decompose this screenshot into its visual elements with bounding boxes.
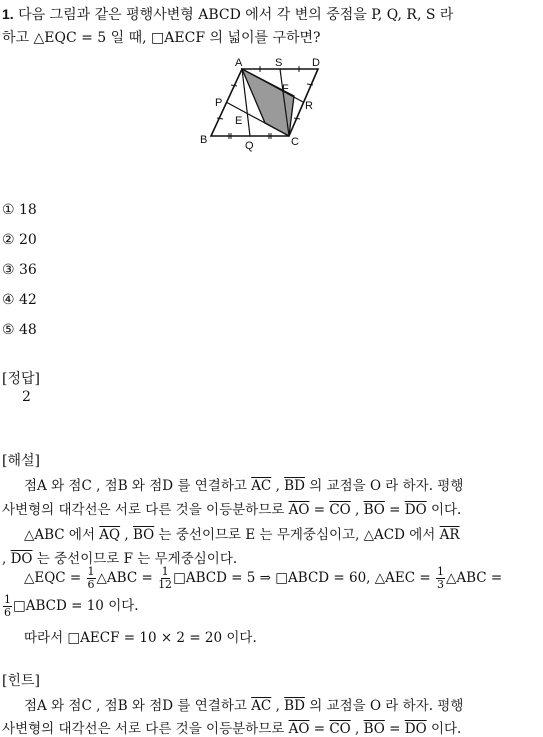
explanation-line-3: △ABC 에서 $\overline{AQ}$ , $\overline{BO}$ 는 중선이므로 E 는 무게중심이고, △ACD 에서 $\overline{AR}$ (24, 527, 460, 543)
explanation-line-7: 따라서 □AECF = 10 × 2 = 20 이다. (24, 630, 257, 646)
hint-heading: [힌트] (2, 673, 40, 689)
question-number: 1. (2, 6, 14, 22)
option-5-value: 48 (19, 322, 37, 338)
option-1[interactable] (2, 202, 37, 218)
question-line-1 (2, 4, 453, 24)
option-5[interactable] (2, 322, 37, 338)
option-2-value: 20 (19, 232, 37, 248)
option-2-marker: ② (2, 232, 15, 248)
explanation-line-2: 사변형의 대각선은 서로 다른 것을 이등분하므로 $\overline{AO} = \overline{CO}$ , $\overline{BO} = \overline{DO}$ 이다. (2, 502, 462, 518)
fraction-1-3: $\frac{1}{3}$ (436, 565, 444, 591)
label-d: D (312, 57, 320, 69)
option-2[interactable] (2, 232, 37, 248)
explanation-line-1: 점A 와 점C , 점B 와 점D 를 연결하고 $\overline{AC}$ , $\overline{BD}$ 의 교점을 O 라 하자. 평행 (24, 478, 464, 494)
option-4[interactable] (2, 292, 37, 308)
explanation-line-4: , $\overline{DO}$ 는 중선이므로 F 는 무게중심이다. (2, 551, 238, 567)
label-e: E (235, 115, 243, 127)
option-4-value: 42 (19, 292, 37, 308)
hint-line-1: 점A 와 점C , 점B 와 점D 를 연결하고 $\overline{AC}$ , $\overline{BD}$ 의 교점을 O 라 하자. 평행 (24, 698, 464, 714)
question-text-1: 다음 그림과 같은 평행사변형 ABCD 에서 각 변의 중점을 P, Q, R, S 라 (18, 7, 454, 23)
hint-line-2: 사변형의 대각선은 서로 다른 것을 이등분하므로 $\overline{AO} = \overline{CO}$ , $\overline{BO} = \overline{DO}$ 이다. (2, 721, 462, 737)
parallelogram-figure (195, 54, 340, 154)
option-3-marker: ③ (2, 262, 15, 278)
question-line-2: 하고 △EQC = 5 일 때, □AECF 의 넓이를 구하면? (2, 30, 321, 46)
label-p: P (215, 97, 223, 109)
explanation-line-6: $\frac{1}{6}$ □ABCD = 10 이다. (4, 593, 139, 619)
fraction-1-6: $\frac{1}{6}$ (87, 565, 95, 591)
answer-value: 2 (22, 389, 31, 405)
explanation-line-5: △EQC = $\frac{1}{6}$ △ABC = $\frac{1}{12}$ □ABCD = 5 ⇒ □ABCD = 60, △AEC = $\frac{1}{3}$ △ABC = (24, 565, 503, 591)
option-3[interactable] (2, 262, 37, 278)
option-5-marker: ⑤ (2, 322, 15, 338)
label-a: A (235, 57, 243, 69)
quadrilateral-aecf (242, 69, 294, 136)
label-r: R (305, 100, 313, 112)
option-1-marker: ① (2, 202, 15, 218)
label-b: B (200, 134, 208, 146)
fraction-1-6b: $\frac{1}{6}$ (4, 593, 11, 619)
answer-heading: [정답] (2, 371, 40, 387)
label-q: Q (245, 140, 254, 152)
label-s: S (275, 57, 283, 69)
option-1-value: 18 (19, 202, 37, 218)
option-4-marker: ④ (2, 292, 15, 308)
label-f: F (282, 83, 289, 95)
explanation-heading: [해설] (2, 453, 40, 469)
label-c: C (291, 136, 299, 148)
option-3-value: 36 (19, 262, 37, 278)
fraction-1-12: $\frac{1}{12}$ (158, 565, 173, 591)
